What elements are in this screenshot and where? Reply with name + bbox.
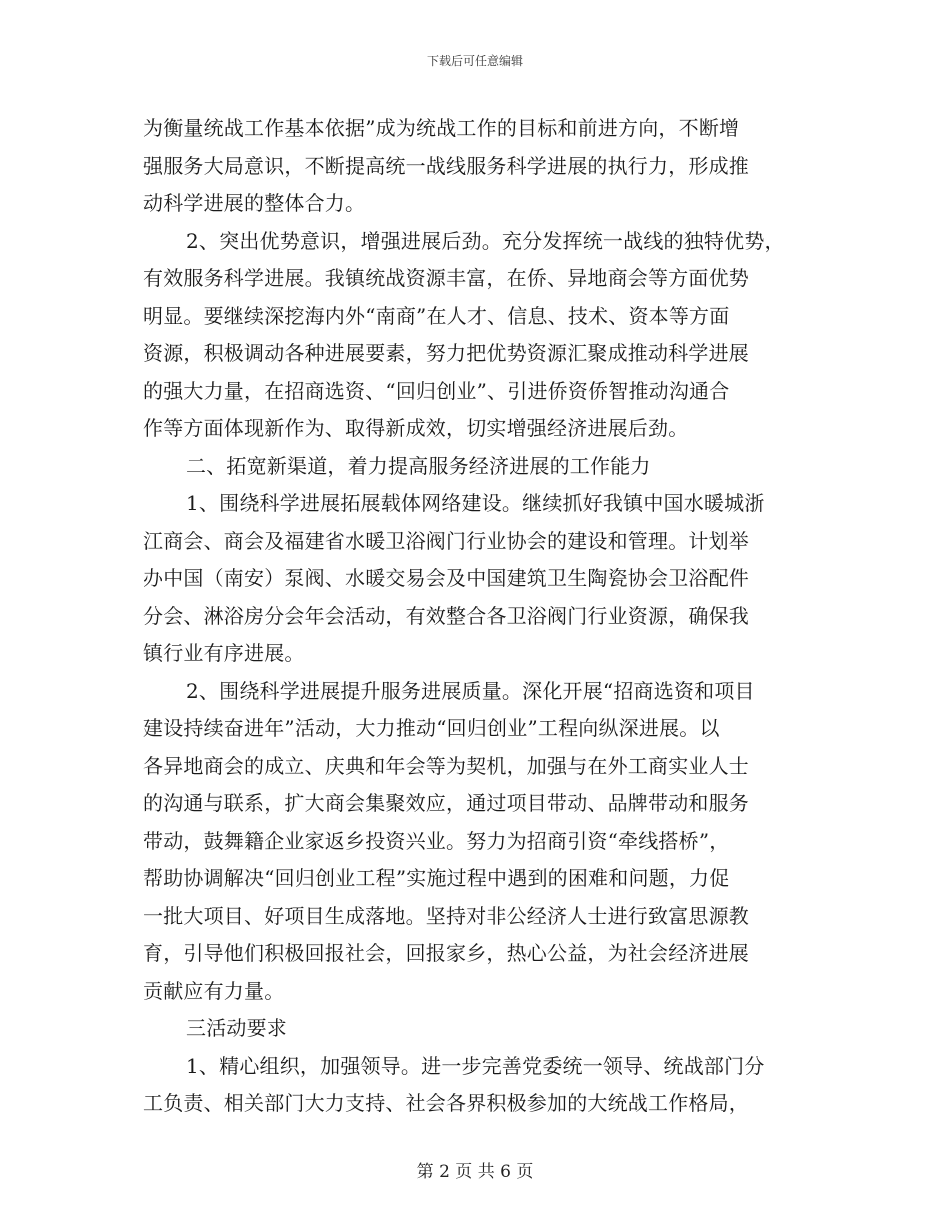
text-line: 带动，鼓舞籍企业家返乡投资兴业。努力为招商引资“牵线搭桥”， (143, 828, 730, 853)
text-line: 资源，积极调动各种进展要素，努力把优势资源汇聚成推动科学进展 (143, 341, 749, 365)
text-line: 镇行业有序进展。 (143, 641, 305, 665)
text-line: 明显。要继续深挖海内外“南商”在人才、信息、技术、资本等方面 (143, 303, 730, 328)
text-line: 二、拓宽新渠道，着力提高服务经济进展的工作能力 (186, 453, 651, 478)
text-line: 1、围绕科学进展拓展载体网络建设。继续抓好我镇中国水暖城浙 (186, 491, 765, 515)
text-line: 三活动要求 (186, 1016, 287, 1040)
text-line: 帮助协调解决“回归创业工程”实施过程中遇到的困难和问题，力促 (143, 866, 730, 890)
text-line: 作等方面体现新作为、取得新成效，切实增强经济进展后劲。 (143, 416, 689, 440)
text-line: 动科学进展的整体合力。 (143, 191, 366, 215)
text-line: 2、围绕科学进展提升服务进展质量。深化开展“招商选资和项目 (186, 678, 755, 703)
page-header: 下载后可任意编辑 (426, 54, 523, 68)
page-footer: 第 2 页 共 6 页 (416, 1162, 534, 1182)
text-line: 的沟通与联系，扩大商会集聚效应，通过项目带动、品牌带动和服务 (143, 791, 749, 815)
text-line: 为衡量统战工作基本依据”成为统战工作的目标和前进方向，不断增 (143, 116, 740, 140)
text-line: 1、精心组织，加强领导。进一步完善党委统一领导、统战部门分 (186, 1053, 765, 1078)
text-line: 贡献应有力量。 (143, 978, 285, 1003)
text-line: 工负责、相关部门大力支持、社会各界积极参加的大统战工作格局， (143, 1091, 749, 1115)
text-line: 的强大力量，在招商选资、“回归创业”、引进侨资侨智推动沟通合 (143, 378, 730, 403)
text-line: 2、突出优势意识，增强进展后劲。充分发挥统一战线的独特优势， (186, 228, 785, 253)
document-body (143, 110, 813, 1123)
text-line: 一批大项目、好项目生成落地。坚持对非公经济人士进行致富思源教 (143, 903, 749, 928)
text-line: 江商会、商会及福建省水暖卫浴阀门行业协会的建设和管理。计划举 (143, 528, 749, 553)
text-line: 办中国（南安）泵阀、水暖交易会及中国建筑卫生陶瓷协会卫浴配件 (143, 566, 749, 590)
text-line: 分会、淋浴房分会年会活动，有效整合各卫浴阀门行业资源，确保我 (143, 603, 749, 628)
text-line: 有效服务科学进展。我镇统战资源丰富，在侨、异地商会等方面优势 (143, 266, 749, 290)
text-line: 育，引导他们积极回报社会，回报家乡，热心公益，为社会经济进展 (143, 941, 749, 965)
text-line: 建设持续奋进年”活动，大力推动“回归创业”工程向纵深进展。以 (143, 716, 720, 740)
text-line: 强服务大局意识，不断提高统一战线服务科学进展的执行力，形成推 (143, 153, 749, 178)
text-line: 各异地商会的成立、庆典和年会等为契机，加强与在外工商实业人士 (143, 753, 749, 778)
